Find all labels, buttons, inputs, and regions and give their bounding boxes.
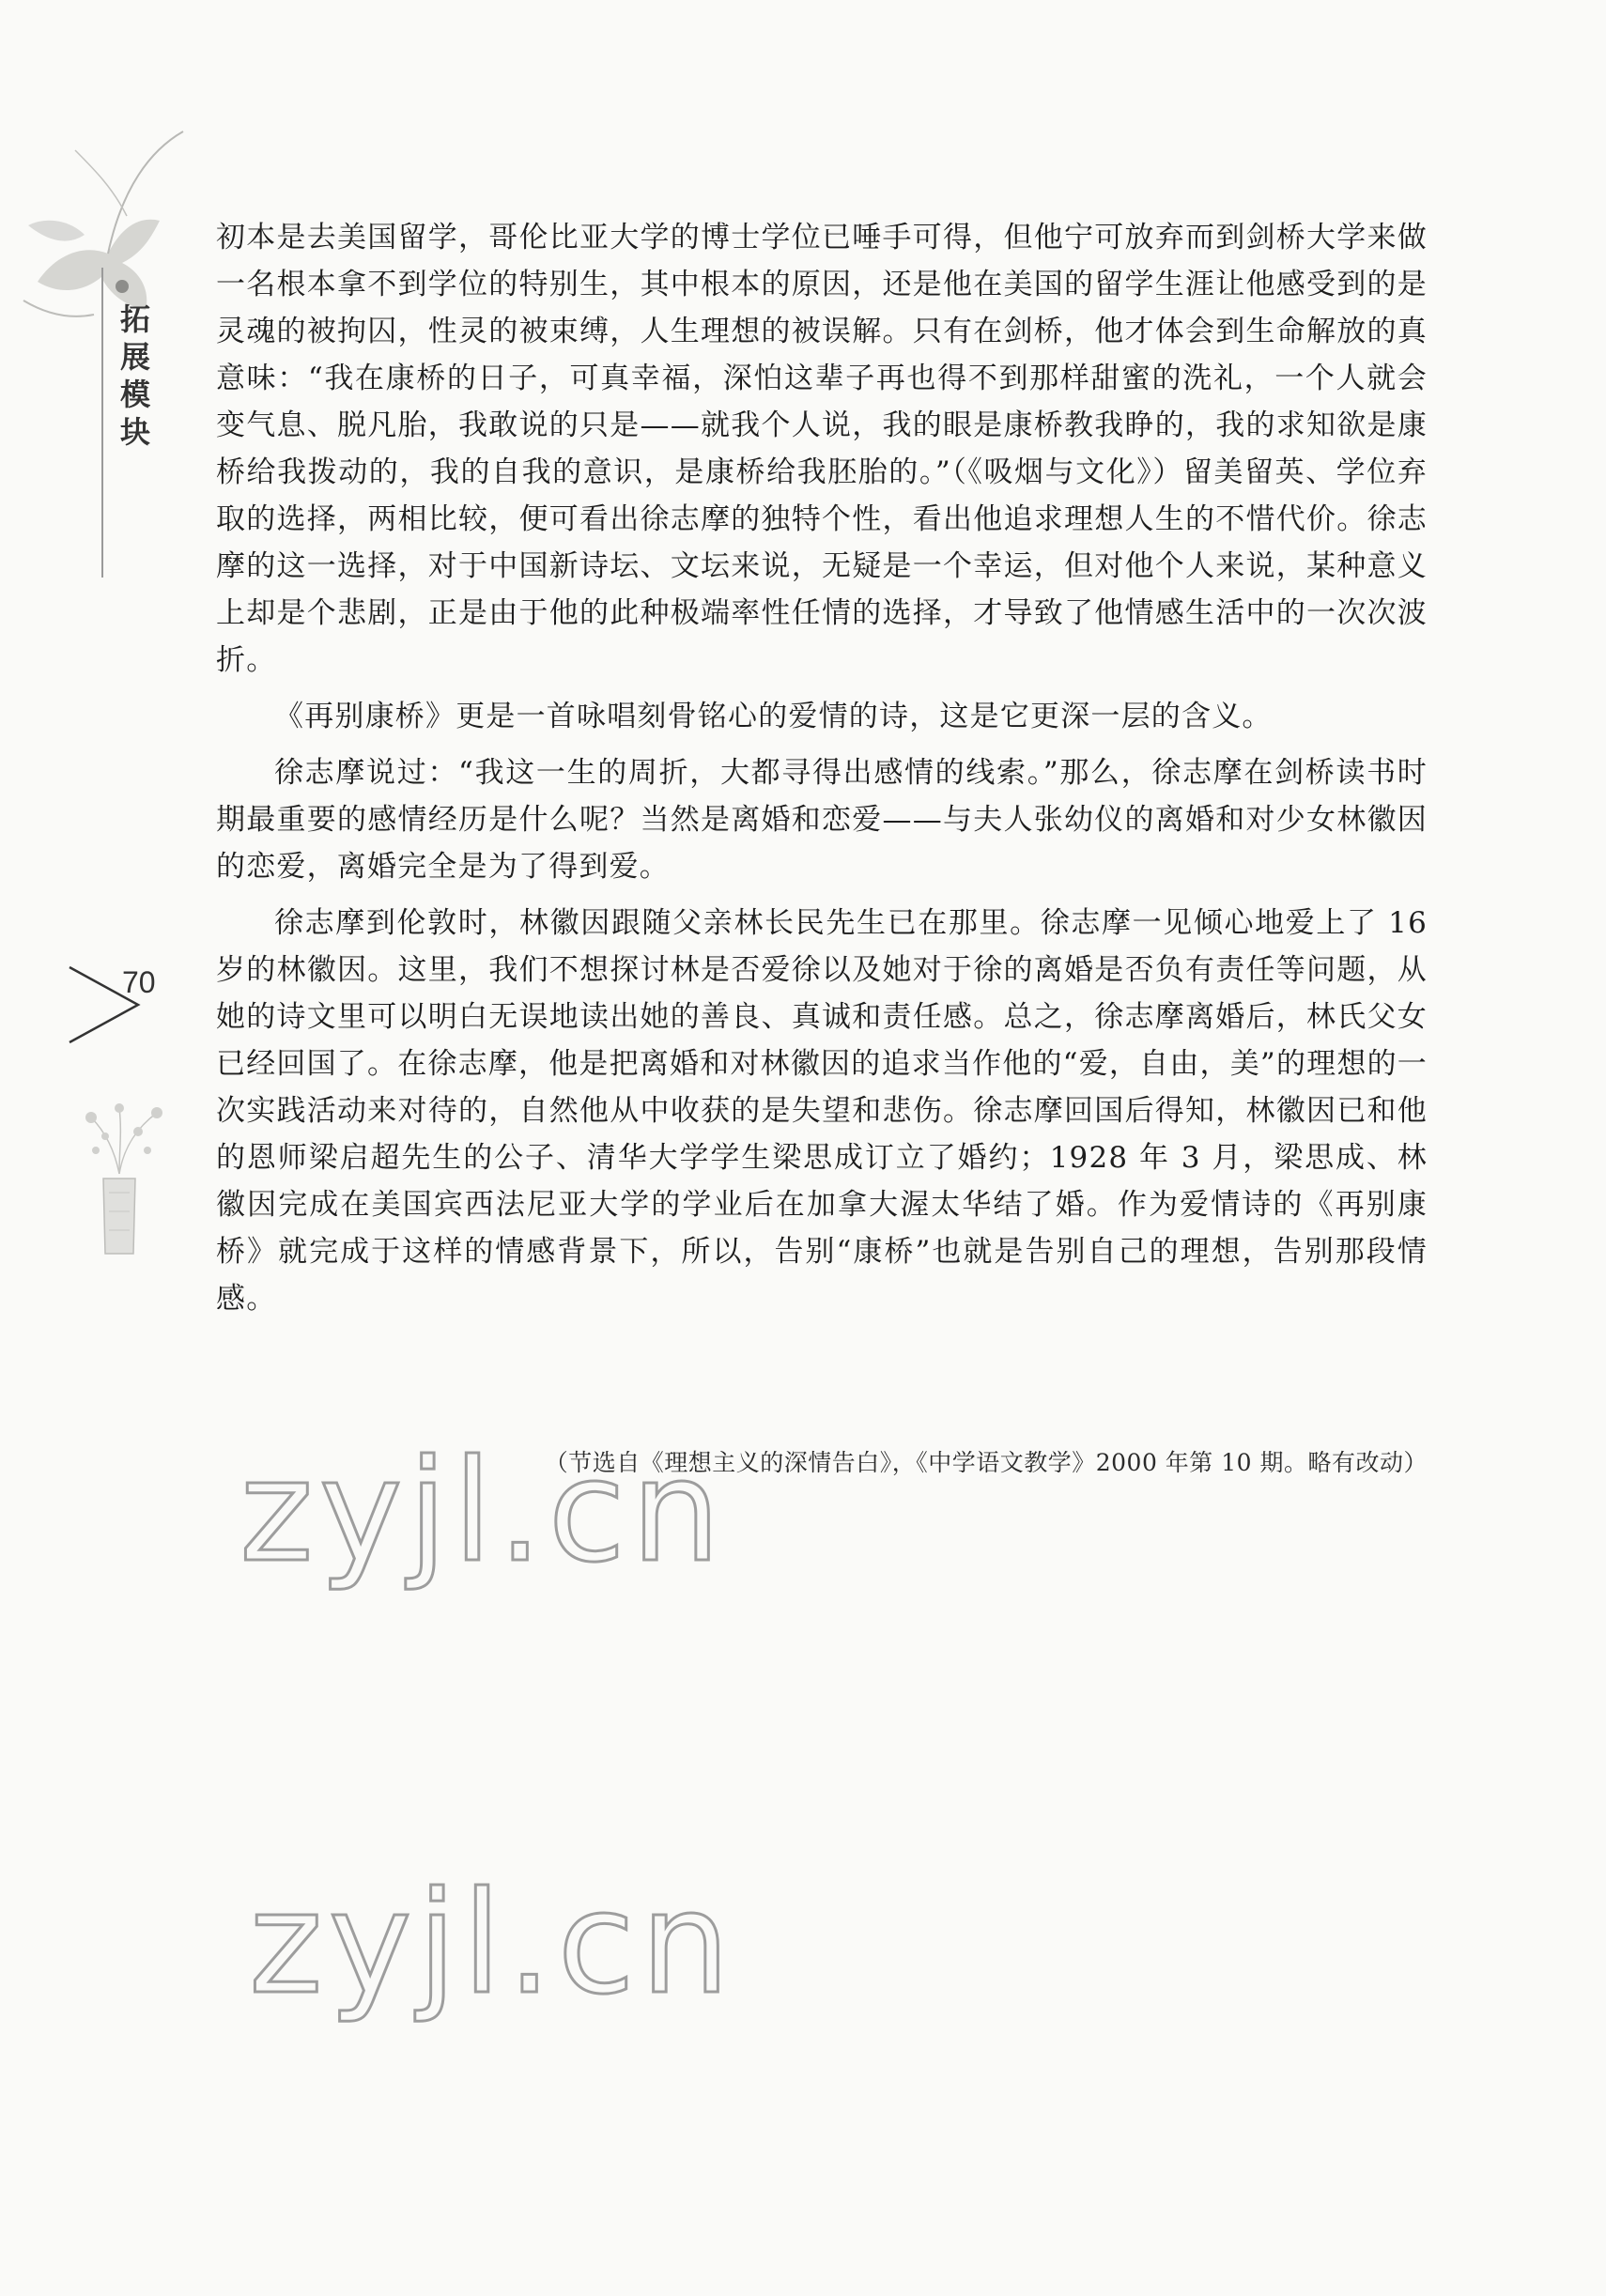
- watermark: zyjl.cn: [239, 1430, 727, 1594]
- vase-illustration: [68, 1103, 171, 1263]
- ink-flower-illustration: [19, 113, 188, 347]
- paragraph-3: 徐志摩说过：“我这一生的周折，大都寻得出感情的线索。”那么，徐志摩在剑桥读书时期最重要的感情经历是什么呢？当然是离婚和恋爱——与夫人张幼仪的离婚和对少女林徽因的恋爱，离婚完全是为了得到爱。: [216, 756, 1428, 884]
- module-label: 拓展模块: [119, 301, 150, 450]
- article-body: [216, 214, 1428, 1332]
- page-number: 70: [122, 965, 156, 999]
- source-citation: （节选自《理想主义的深情告白》，《中学语文教学》2000 年第 10 期。略有改动）: [544, 1449, 1428, 1476]
- side-divider: [101, 268, 103, 578]
- paragraph-4: 徐志摩到伦敦时，林徽因跟随父亲林长民先生已在那里。徐志摩一见倾心地爱上了 16 岁的林徽因。这里，我们不想探讨林是否爱徐以及她对于徐的离婚是否负有责任等问题，从她的诗文里可以明白无误地读出她的善良、真诚和责任感。总之，徐志摩离婚后，林氏父女已经回国了。在徐志摩，他是把离婚和对林徽因的追求当作他的“爱，自由，美”的理想的一次实践活动来对待的，自然他从中收获的是失望和悲伤。徐志摩回国后得知，林徽因已和他的恩师梁启超先生的公子、清华大学学生梁思成订立了婚约；1928 年 3 月，梁思成、林徽因完成在美国宾西法尼亚大学的学业后在加拿大渥太华结了婚。作为爱情诗的《再别康桥》就完成于这样的情感背景下，所以，告别“康桥”也就是告别自己的理想，告别那段情感。: [216, 906, 1428, 1316]
- paragraph-1: 初本是去美国留学，哥伦比亚大学的博士学位已唾手可得，但他宁可放弃而到剑桥大学来做一名根本拿不到学位的特别生，其中根本的原因，还是他在美国的留学生涯让他感受到的是灵魂的被拘囚，性灵的被束缚，人生理想的被误解。只有在剑桥，他才体会到生命解放的真意味：“我在康桥的日子，可真幸福，深怕这辈子再也得不到那样甜蜜的洗礼，一个人就会变气息、脱凡胎，我敢说的只是——就我个人说，我的眼是康桥教我睁的，我的求知欲是康桥给我拨动的，我的自我的意识，是康桥给我胚胎的。”（《吸烟与文化》）留美留英、学位弃取的选择，两相比较，便可看出徐志摩的独特个性，看出他追求理想人生的不惜代价。徐志摩的这一选择，对于中国新诗坛、文坛来说，无疑是一个幸运，但对他个人来说，某种意义上却是个悲剧，正是由于他的此种极端率性任情的选择，才导致了他情感生活中的一次次波折。: [216, 221, 1428, 677]
- paragraph-2: 《再别康桥》更是一首咏唱刻骨铭心的爱情的诗，这是它更深一层的含义。: [274, 700, 1273, 733]
- watermark: zyjl.cn: [249, 1862, 736, 2026]
